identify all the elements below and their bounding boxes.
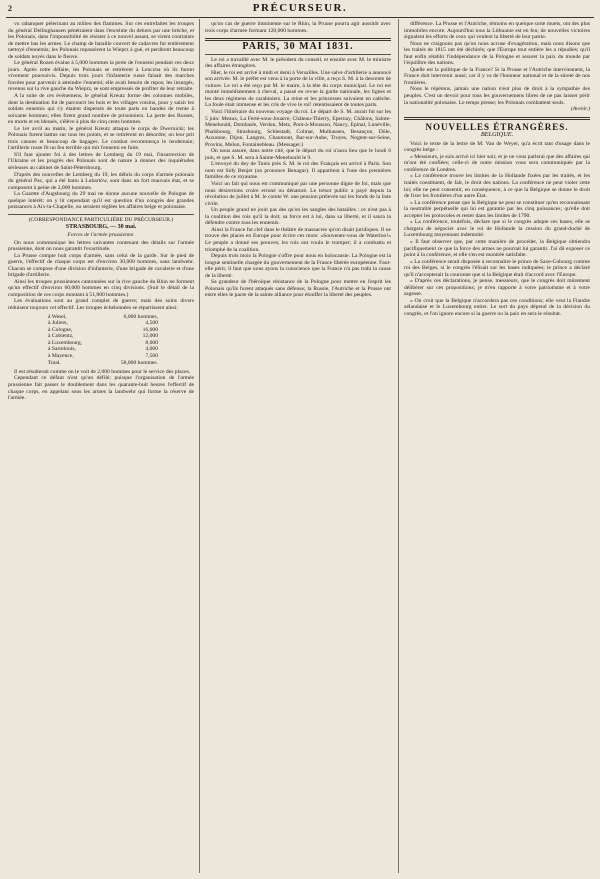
paragraph: On nous communique les lettres suivantes contenant des détails sur l'armée prussienne, dont on nous garantit l'exactitude. xyxy=(8,239,194,253)
journal-title: PRÉCURSEUR. xyxy=(252,2,348,14)
section-subheading-belgium: BELGIQUE. xyxy=(480,131,514,139)
paragraph: Nous ne craignons pas qu'on nous accuse d'exagération, mais nous disons que les traités de 1815 ont été déchirés; que l'Europe tout entière les a répudiés; qu'il faut enfin rétablir l'indépendance de la Pologne et assurer la paix du monde par l'équilibre des nations. xyxy=(404,40,590,67)
paragraph: D'après des nouvelles de Lemberg du 19, les débris du corps d'armée polonais du général Pac, qui a été battu à Lubartów, sont dans un fort mauvais état, et se composent à peine de 2,000 hommes. xyxy=(8,171,194,191)
section-rule xyxy=(205,54,391,55)
paragraph: « Messieurs, je suis arrivé ici hier soir, et je ne vous parlerai que des affaires qui m'ont été confiées; celle-ci de notre mission vous sera communiquée par la conférence de Londres. xyxy=(404,153,590,173)
section-rule xyxy=(404,117,590,120)
table-total-row: Total. 58,000 hommes. xyxy=(48,360,158,367)
paragraph: « La conférence trouve les limites de la Hollande fixées par les traités, et les traités constituent, de fait, le droit des nations. La conférence ne peut violer cette loi; elle ne peut consentir, en conséquence, à ce que la Belgique se donne le droit de fixer les frontières d'un autre État. xyxy=(404,173,590,200)
section-rule xyxy=(8,214,194,215)
column-1 xyxy=(8,21,194,871)
column-2 xyxy=(205,21,391,871)
paragraph: Ainsi la France fut clef dans le théâtre de massacres qu'on disait juridiques. Il ne trouve des places en Europe pour écrire ces mots: «Souvenez-vous de Waterloo!» Le peuple a donné ses preuves; les rois ont voulu le tromper; il a combattu et triomphé de la coalition. xyxy=(205,226,391,253)
source-attribution: (Avenir.) xyxy=(570,106,590,113)
paragraph: « La conférence, toutefois, déclare que si le congrès adopte ces bases, elle se chargera de négocier avec le roi de Hollande la cession du grand-duché de Luxembourg moyennant indemnité. xyxy=(404,219,590,239)
troop-table xyxy=(48,314,194,367)
table-row: à Coblentz, 12,000 xyxy=(48,333,158,340)
column-divider xyxy=(199,19,200,873)
paragraph: Les évaluations sont au grand complet de guerre; mais des soins divers réduisent toujours cet effectif. Les troupes échelonnées se répartissent ainsi: xyxy=(8,298,194,311)
table-row: à Wesel, 6,000 hommes, xyxy=(48,313,158,320)
paragraph: Voici un fait qui nous est communiqué par une personne digne de foi, mais que nous désirerions croire erroné ou dénaturé. Le trésor public a payé depuis la révolution de juillet à M. le comte W. une pension prélevée sur les fonds de la liste civile. xyxy=(205,181,391,207)
paragraph: Quelle est la politique de la France? Si la Prusse et l'Autriche interviennent, la France doit intervenir aussi; car il y va de l'honneur national et de la sûreté de nos frontières. xyxy=(404,66,590,86)
table-row: à Luxembourg, 8,000 xyxy=(48,339,158,346)
paragraph: Le 1er avril au matin, le général Kreutz attaqua le corps de Dwernicki; les Polonais furent battus sur tous les points, et se retirèrent en désordre; on leur prit trois canons et beaucoup de bagages. Le combat recommença le lendemain; l'artillerie russe fit un feu terrible qui mit l'ennemi en fuite. xyxy=(8,125,194,152)
paragraph: Sa grandeur de l'héroïque résistance de la Pologne pour mettre en l'esprit les Polonais qu'ils furent attaqués sans défense; la Russie, l'Autriche et la Prusse ont entre elles le pacte de la sainte alliance pour étouffer la liberté des peuples. xyxy=(205,279,391,299)
paragraph: La Gazette d'Augsbourg du 29 mai ne donne aucune nouvelle de Pologne de quelque intérêt; on y lit cependant qu'il est question d'un congrès des grandes puissances à Aix-la-Chapelle, ou seraient réglées les affaires belge et polonaise. xyxy=(8,191,194,211)
paragraph: L'envoyé du dey de Tunis près S. M. le roi des Français est arrivé à Paris. Son nom est Sidy Benjet (on prononce Benagur). Il appartient à l'une des premières familles de ce royaume. xyxy=(205,161,391,181)
paragraph: Nous le répétons, jamais une nation n'eut plus de droit à la sympathie des peuples. C'est un devoir pour tous les gouvernemens libres de ne pas laisser périr la nationalité polonaise. Le temps presse; les Polonais combattent seuls. xyxy=(404,86,590,106)
paragraph: Ainsi les troupes prussiennes cantonnées sur la rive gauche du Rhin ne forment qu'un effectif d'environ 60,000 hommes en cinq divisions. (Suit le détail de la composition de ces corps montant à 51,800 hommes.) xyxy=(8,278,194,298)
paragraph: Hier, le roi est arrivé à midi et demi à Versailles. Une salve d'artillerie a annoncé son arrivée. M. le préfet est venu à la porte de la ville, a reçu S. M. à la descente de voiture. Le roi a été reçu par M. le maire, à la tête du corps municipal. Le roi est monté immédiatement à cheval, a passé en revue la garde nationale, les lignes et les deux régimens de carabiniers. La reine et les princesses suivaient en calèche. La foule était immense et les cris de vive le roi! retentissaient de toutes parts. xyxy=(205,69,391,109)
paragraph: « La conférence pense que la Belgique ne peut se constituer qu'en reconnaissant la neutralité perpétuelle qui lui est garantie par les cinq puissances; qu'elle doit accepter les protocoles et rester dans les limites de 1790. xyxy=(404,199,590,219)
correspondence-heading: (CORRESPONDANCE PARTICULIÈRE DU PRÉCURSEUR.) xyxy=(28,216,174,223)
paragraph: A la suite de ces événemens, le général Kreutz forme des colonnes mobiles, dont la destination fut de parcourir les bois et les villages voisins, pour y saisir les soldats ennemis qui s'y étaient dispersés de toute parts en bandes de trente à soixante hommes; elles firent grand nombre de prisonniers. La perte des Russes, en morts et en blessés, s'élève à plus de cinq cents hommes. xyxy=(8,93,194,126)
paragraph: « On croit que la Belgique n'accordera pas ces conditions; elle veut la Flandre zélandaise et le Luxembourg entier. Le sort du pays dépend de la décision du congrès, et l'on ignore encore si la guerre ou la paix en sera le résultat. xyxy=(404,297,590,317)
paragraph: La Prusse compte huit corps d'armée, sans celui de la garde. Sur le pied de guerre, l'effectif de chaque corps est d'environ 30,000 hommes, sans landwehr. Chacun se compose d'une division d'infanterie, d'une brigade de cavalerie et d'une brigade d'artillerie. xyxy=(8,252,194,279)
table-row: à Sarrelouis, 4,000 xyxy=(48,346,158,353)
paragraph: On nous assure, dans notre cité, que le départ du roi n'aura lieu que le lundi 6 juin, et que S. M. sera à Sainte-Menehould le 9. xyxy=(205,148,391,161)
paragraph: Le roi a travaillé avec M. le président du conseil, et ensuite avec M. le ministre des affaires étrangères. xyxy=(205,56,391,70)
paragraph: Il est résulterait comme on le voit de 2,000 hommes pour le service des places. xyxy=(14,368,191,375)
paragraph: S'il faut ajouter foi à des lettres de Lemberg du 19 mai, l'insurrection de l'Ukraine et les progrès des Polonais sont de nature à donner des inquiétudes sérieuses au cabinet de Saint-Pétersbourg. xyxy=(8,151,194,172)
table-row: à Juliers, 4,500 xyxy=(48,320,158,327)
article-subhead: Forces de l'armée prussienne. xyxy=(67,231,135,238)
page-number: 2 xyxy=(8,4,12,13)
table-row: à Cologne, 16,000 xyxy=(48,326,158,333)
paragraph: « Il faut observer que, par cette manière de procéder, la Belgique obtiendra pacifiquement ce que la force des armes ne pourrait lui garantir. J'ai dû exposer ce point à la conférence, et elle s'en est montrée satisfaite. xyxy=(404,238,590,259)
paragraph: Voici le texte de la lettre de M. Van de Weyer, qu'a écrit tant d'usage dans le congrès belge : xyxy=(404,140,590,154)
paragraph: « D'après ces déclarations, je pense, messieurs, que le congrès doit mûrement délibérer sur ces propositions; je m'en rapporte à votre patriotisme et à votre sagesse. xyxy=(404,278,590,298)
column-divider xyxy=(398,19,399,873)
table-row: à Mayence, 7,500 xyxy=(48,352,158,359)
paragraph: Un peuple grand ne jouit pas des qu'on les sangles des batailles : ce n'est pas à la coalition des rois qu'il la doit; sa force est à lui, dans sa liberté, et il saura la défendre contre tous les ennemis. xyxy=(205,207,391,227)
paragraph: Voici l'itinéraire du nouveau voyage du roi. Le départ de S. M. aurait fut sur les 5 juin: Meaux, La Ferté-sous-Jouarre, Château-Thierry, Epernay, Châlons, Sainte-Menehould, Dombasle, Verdun, Metz, Pont-à-Mousson, Nancy, Epinal, Lunéville, Phalsbourg, Strasbourg, Schlestadt, Colmar, Mulhausen, Besançon, Dôle, Auxonne, Dijon, Langres, Chaumont, Bar-sur-Aube, Troyes, Nogent-sur-Seine, Provins, Melun, Fontainebleau. (Messager.) xyxy=(205,109,391,148)
column-3 xyxy=(404,21,590,871)
paragraph: Cependant ce défaut n'est qu'un défilé; puisque l'organisation de l'armée prussienne fait passer le doublement dans les quarante-huit heures l'effectif de chaque corps, en appelant sous les armes la landwehr qui forme la réserve de l'armée. xyxy=(8,375,194,402)
masthead xyxy=(6,0,594,18)
paragraph: différence. La Prusse et l'Autriche, témoins en quelque sorte muets, ont des plus immobiles encore. Aujourd'hui tous la Lithuanie est en feu; de nouvelles victoires signalent les efforts de ceux qui veulent la liberté de leur patrie. xyxy=(404,21,590,41)
paragraph: qu'on cas de guerre imminente sur le Rhin, la Prusse pourra agir aussitôt avec trois corps d'armée formant 120,000 hommes. xyxy=(205,21,391,34)
dateline-strasbourg: STRASBOURG, — 30 mai. xyxy=(65,224,137,231)
paragraph: Depuis trois mois la Pologne s'offre pour nous en holocauste. La Pologne est la longue sentinelle chargée du gouvernement de la France libérée européenne. Faut-elle périr, il faut que nous ayons la conscience que la France n'a pas trahi la cause de la liberté. xyxy=(205,253,391,279)
paragraph: Le général Rozen évalue à 5,000 hommes la perte de l'ennemi pendant ces deux jours. Après cette défaite, les Polonais se retirèrent à Lenczna où ils furent vivement poursuivis. Depuis trois jours l'infanterie russe faisait des marches forcées pour parvenir à atteindre l'ennemi; elle avait besoin de repos; les insurgés, revenus sur la rive gauche du Wieprz, se sont empressés de profiter de leur retraite. xyxy=(8,60,194,93)
dateline-paris: PARIS, 30 MAI 1831. xyxy=(242,41,354,53)
paragraph: « La conférence serait disposée à reconnaître le prince de Saxe-Cobourg comme roi des Belges, si le congrès l'élisait sur les bases indiquées; le prince a déclaré qu'il n'accepterait la couronne que si la Belgique était d'accord avec l'Europe. xyxy=(404,258,590,278)
paragraph: vu rabanquer pèlerinant au milieu des flammes. Sur ces entrefaites les troupes du général Dellinghausen pénétraient dans l'enceinte du dehors par une brèche, et les Polonais, dans l'impossibilité de résister à ce nouvel assaut, se virent contraints de mettre bas les armes. Le champ de bataille couvert de cadavres fut entièrement nettoyé d'ennemis; les Polonais repassèrent la Wieprz à gué, et perdirent beaucoup de soldats noyés dans le fleuve. xyxy=(8,21,194,60)
section-heading-foreign-news: NOUVELLES ÉTRANGÈRES. xyxy=(425,121,569,132)
